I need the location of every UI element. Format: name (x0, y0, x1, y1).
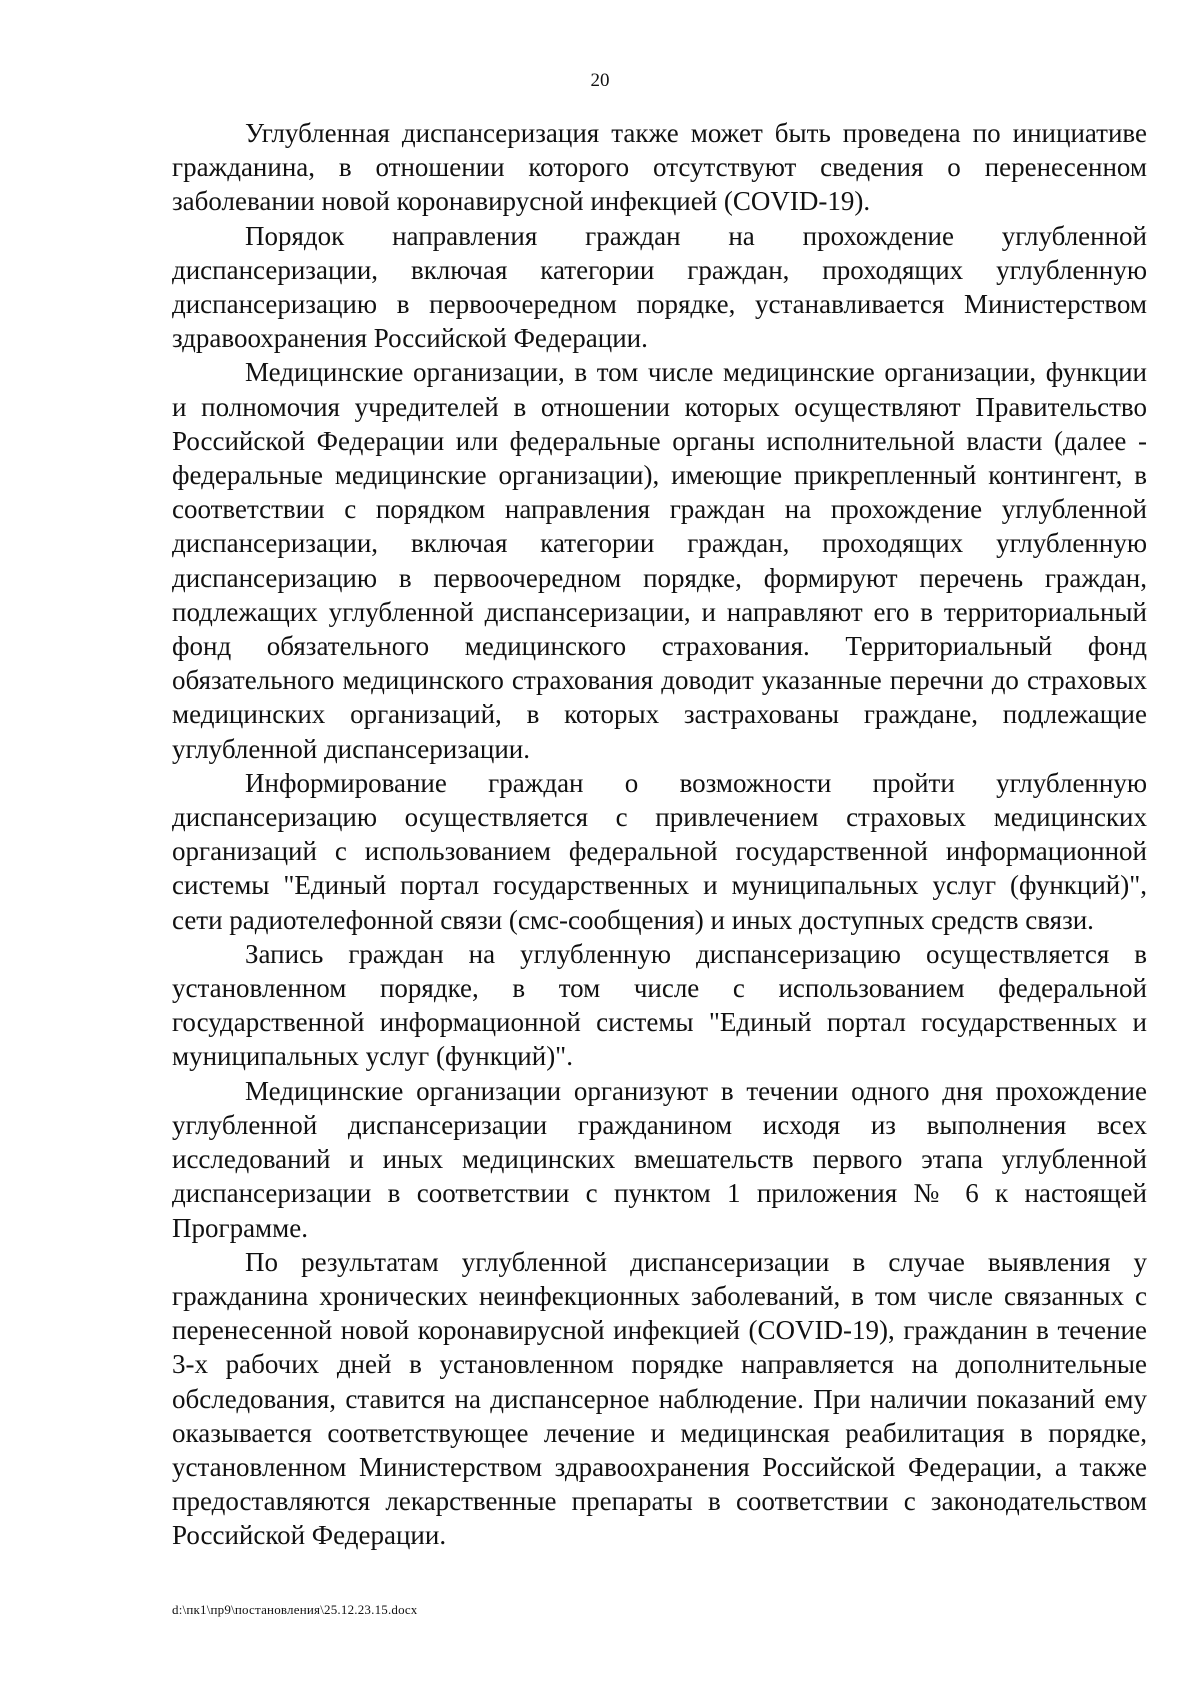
paragraph-7: По результатам углубленной диспансеризации в случае выявления у гражданина хронических неинфекционных заболеваний, в том числе связанных с перенесенной новой коронавирусной инфекцией (COVID-19), гражданин в течение 3-х рабочих дней в установленном порядке направляется на дополнительные обследования, ставится на диспансерное наблюдение. При наличии показаний ему оказывается соответствующее лечение и медицинская реабилитация в порядке, установленном Министерством здравоохранения Российской Федерации, а также предоставляются лекарственные препараты в соответствии с законодательством Российской Федерации. (172, 1246, 1147, 1551)
page-number: 20 (590, 70, 610, 91)
paragraph-4: Информирование граждан о возможности пройти углубленную диспансеризацию осуществляется с привлечением страховых медицинских организаций с использованием федеральной государственной информационной системы "Единый портал государственных и муниципальных услуг (функций)", сети радиотелефонной связи (смс-сообщения) и иных доступных средств связи. (172, 767, 1147, 935)
paragraph-5: Запись граждан на углубленную диспансеризацию осуществляется в установленном порядке, в том числе с использованием федеральной государственной информационной системы "Единый портал государственных и муниципальных услуг (функций)". (172, 938, 1147, 1072)
paragraph-6: Медицинские организации организуют в течении одного дня прохождение углубленной диспансеризации гражданином исходя из выполнения всех исследований и иных медицинских вмешательств первого этапа углубленной диспансеризации в соответствии с пунктом 1 приложения № 6 к настоящей Программе. (172, 1075, 1147, 1243)
paragraph-3: Медицинские организации, в том числе медицинские организации, функции и полномочия учредителей в отношении которых осуществляют Правительство Российской Федерации или федеральные органы исполнительной власти (далее - федеральные медицинские организации), имеющие прикрепленный контингент, в соответствии с порядком направления граждан на прохождение углубленной диспансеризации, включая категории граждан, проходящих углубленную диспансеризацию в первоочередном порядке, формируют перечень граждан, подлежащих углубленной диспансеризации, и направляют его в территориальный фонд обязательного медицинского страхования. Территориальный фонд обязательного медицинского страхования доводит указанные перечни до страховых медицинских организаций, в которых застрахованы граждане, подлежащие углубленной диспансеризации. (172, 357, 1147, 764)
paragraph-1: Углубленная диспансеризация также может быть проведена по инициативе гражданина, в отношении которого отсутствуют сведения о перенесенном заболевании новой коронавирусной инфекцией (COVID-19). (172, 118, 1147, 217)
footer-file-path: d:\пк1\пр9\постановления\25.12.23.15.docx (172, 1602, 418, 1617)
document-body (172, 116, 1147, 1553)
paragraph-2: Порядок направления граждан на прохождение углубленной диспансеризации, включая категории граждан, проходящих углубленную диспансеризацию в первоочередном порядке, устанавливается Министерством здравоохранения Российской Федерации. (172, 220, 1147, 354)
